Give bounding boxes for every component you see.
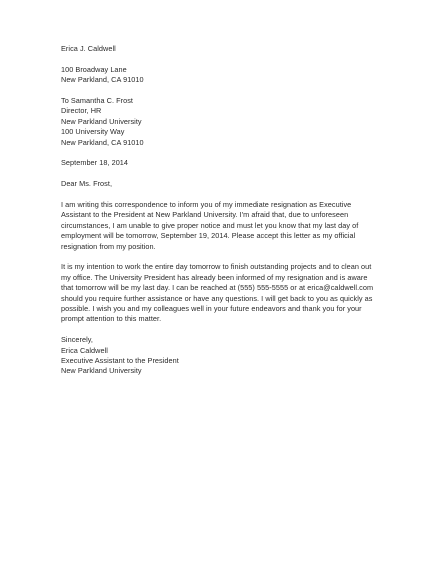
recipient-address-line-1: 100 University Way <box>61 127 125 137</box>
letter-date: September 18, 2014 <box>61 158 129 168</box>
sender-address-line-2: New Parkland, CA 91010 <box>61 75 144 85</box>
paragraph-line: It is my intention to work the entire day tomorrow to finish outstanding projects and to clean out <box>61 262 372 272</box>
signer-name: Erica Caldwell <box>61 345 108 355</box>
paragraph-line: I am writing this correspondence to inform you of my immediate resignation as Executive <box>61 200 352 210</box>
valediction: Sincerely, <box>61 335 93 345</box>
paragraph-line: my office. The University President has already been informed of my resignation and is aware <box>61 272 368 282</box>
recipient-to-line: To Samantha C. Frost <box>61 96 133 105</box>
sender-name: Erica J. Caldwell <box>61 44 116 53</box>
closing-block <box>61 335 391 377</box>
paragraph-line: should you require further assistance or have any questions. I will get back to you as quickly as <box>61 293 373 303</box>
paragraph-line: resignation from my position. <box>61 241 156 251</box>
paragraph-line: that tomorrow will be my last day. I can be reached at (555) 555-5555 or at erica@caldwell.com <box>61 283 374 293</box>
signer-organization: New Parkland University <box>61 366 142 376</box>
body-paragraph-2 <box>61 262 391 324</box>
resignation-letter <box>61 44 391 377</box>
sender-address-line-1: 100 Broadway Lane <box>61 64 127 74</box>
paragraph-line: prompt attention to this matter. <box>61 314 162 324</box>
sender-block <box>61 44 391 86</box>
body-paragraph-1 <box>61 200 391 252</box>
recipient-organization: New Parkland University <box>61 116 142 126</box>
paragraph-line: Assistant to the President at New Parkland University. I'm afraid that, due to unforeseen <box>61 210 349 220</box>
recipient-address-line-2: New Parkland, CA 91010 <box>61 137 144 147</box>
signer-title: Executive Assistant to the President <box>61 356 179 366</box>
paragraph-line: circumstances, I am unable to give proper notice and must let you know that my last day of <box>61 220 359 230</box>
recipient-title: Director, HR <box>61 106 102 116</box>
paragraph-line: employment will be tomorrow, September 19, 2014. Please accept this letter as my official <box>61 231 356 241</box>
paragraph-line: possible. I wish you and my colleagues well in your future endeavors and thank you for your <box>61 304 362 314</box>
salutation: Dear Ms. Frost, <box>61 179 113 189</box>
recipient-block <box>61 96 391 148</box>
